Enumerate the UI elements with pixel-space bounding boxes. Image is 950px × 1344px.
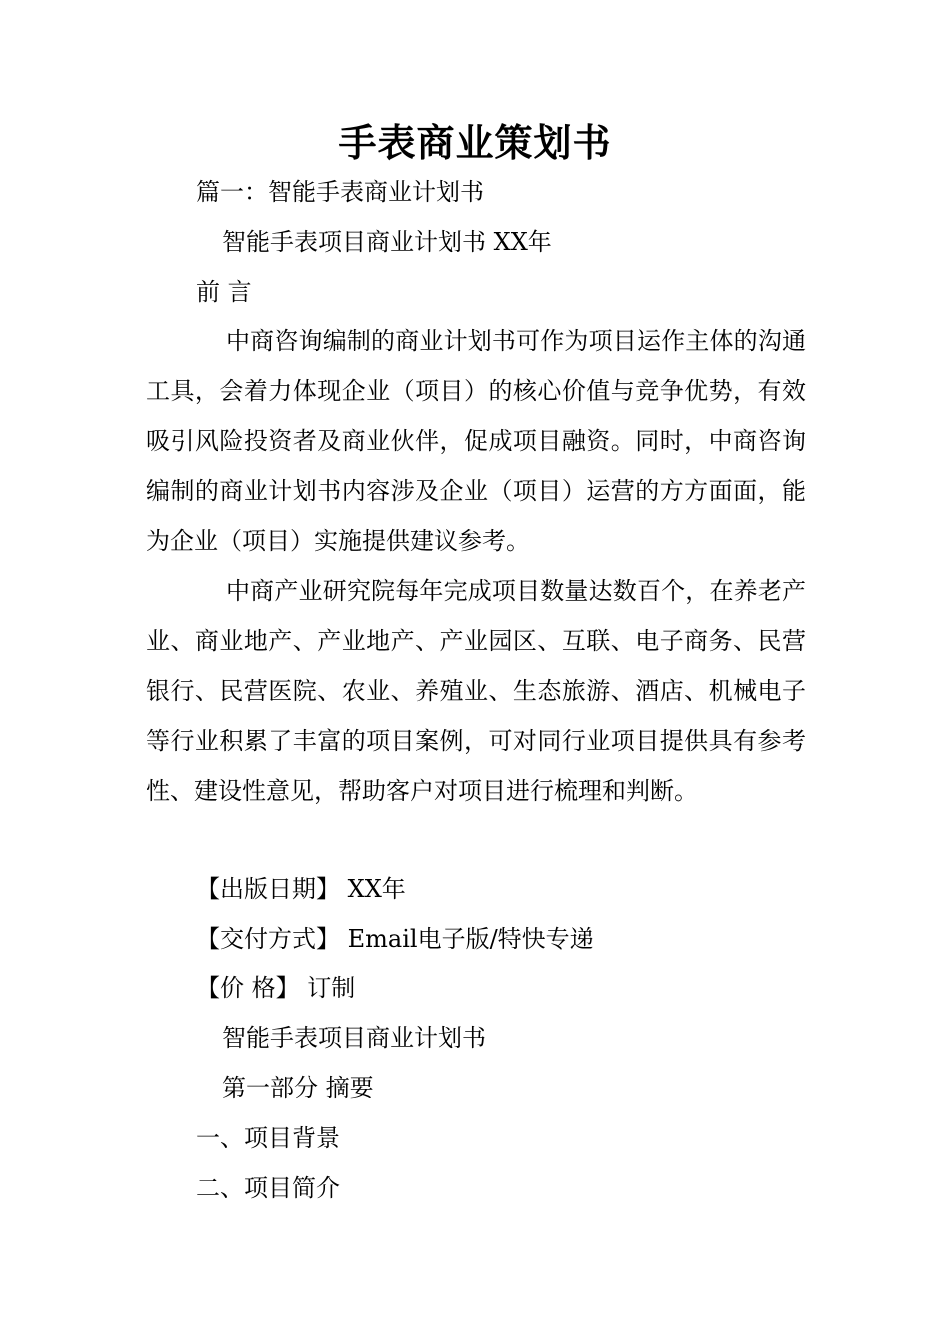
preface-paragraph-1: 中商咨询编制的商业计划书可作为项目运作主体的沟通工具，会着力体现企业（项目）的核心价值与竞争优势，有效吸引风险投资者及商业伙伴，促成项目融资。同时，中商咨询编制的商业计划书内容涉及企业（项目）运营的方方面面，能为企业（项目）实施提供建议参考。 <box>146 327 806 555</box>
part-one-heading: 第一部分 摘要 <box>222 1074 374 1102</box>
price: 【价 格】 订制 <box>196 974 356 1002</box>
preface-paragraph-2: 中商产业研究院每年完成项目数量达数百个，在养老产业、商业地产、产业地产、产业园区、互联、电子商务、民营银行、民营医院、农业、养殖业、生态旅游、酒店、机械电子等行业积累了丰富的项目案例，可对同行业项目提供具有参考性、建设性意见，帮助客户对项目进行梳理和判断。 <box>146 577 806 805</box>
delivery-method: 【交付方式】 Email电子版/特快专递 <box>196 925 594 953</box>
toc-item-project-introduction: 二、项目简介 <box>196 1174 340 1202</box>
plan-title: 智能手表项目商业计划书 <box>222 1024 486 1052</box>
subtitle: 智能手表项目商业计划书 XX年 <box>222 228 552 256</box>
publish-date: 【出版日期】 XX年 <box>196 875 406 903</box>
document-title: 手表商业策划书 <box>338 120 612 165</box>
section-heading: 篇一：智能手表商业计划书 <box>196 178 484 206</box>
toc-item-project-background: 一、项目背景 <box>196 1124 340 1152</box>
preface-heading: 前 言 <box>196 278 252 306</box>
